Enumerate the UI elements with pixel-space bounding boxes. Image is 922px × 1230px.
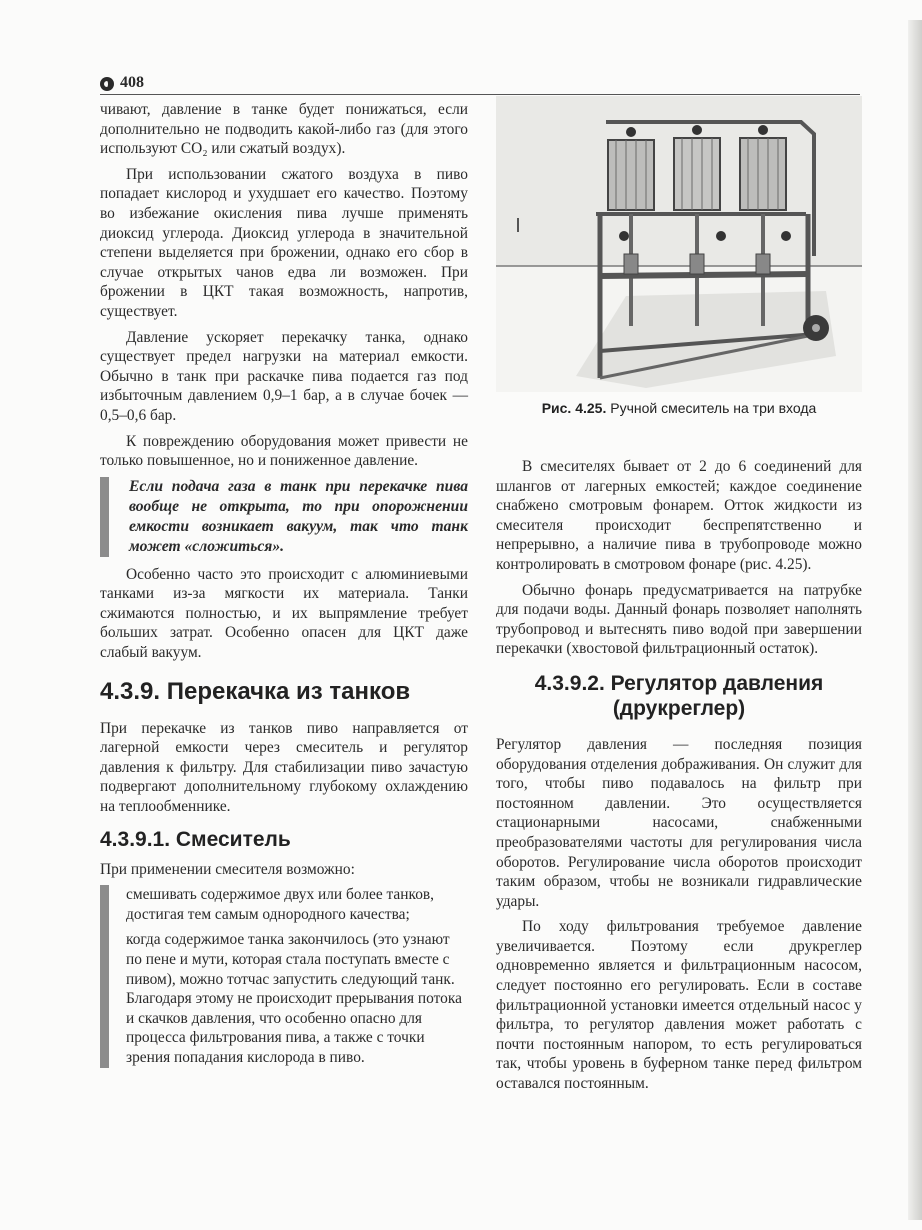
publisher-logo-icon xyxy=(100,77,114,91)
paragraph: По ходу фильтрования требуемое давление увеличивается. Поэтому если друкреглер одновременно является и фильтрационным насосом, следует постоянно его регулировать. Если в составе фильтрационной установки имеется отдельный насос у фильтра, то регулятор давления может работать с почти постоянным напором, то есть регулироваться так, чтобы уровень в буферном танке перед фильтром оставался постоянным. xyxy=(496,918,862,1093)
list-item: смешивать содержимое двух или более танков, достигая тем самым однородного качества; xyxy=(126,886,434,923)
figure-caption xyxy=(496,400,862,416)
subsection-heading: 4.3.9.1. Смеситель xyxy=(100,827,291,851)
paragraph: При использовании сжатого воздуха в пиво попадает кислород и ухудшает его качество. Поэтому во избежание окисления пива лучше применять диоксид углерода. Диоксид углерода в значительной степени выделяется при брожении, однако его сбор в случае открытых чанов едва ли возможен. При брожении в ЦКТ такая возможность, напротив, существует. xyxy=(100,165,468,320)
heading-line: (друкреглер) xyxy=(612,696,746,720)
figure-label: Рис. 4.25. xyxy=(541,400,607,416)
warning-callout: Если подача газа в танк при перекачке пива вообще не открыта, то при опорожнении емкости возникает вакуум, так что танк может «сложиться». xyxy=(100,477,468,557)
heading-line: 4.3.9.2. Регулятор давления xyxy=(534,671,824,695)
header-rule xyxy=(100,94,860,95)
paragraph: Давление ускоряет перекачку танка, однако существует предел нагрузки на материал емкости. Обычно в танк при раскачке пива подается газ под избыточным давлением 0,9–1 бар, а в случае бочек — 0,5–0,6 бар. xyxy=(100,328,468,424)
subsection-heading xyxy=(496,671,862,721)
list-item: когда содержимое танка закончилось (это узнают по пене и мути, которая стала поступать вместе с пивом), можно тотчас запустить следующий танк. Благодаря этому не происходит прерывания потока и скачков давления, что особенно опасно для процесса фильтрования пива, а также с точки зрения попадания кислорода в пиво. xyxy=(126,931,462,1066)
mixer-illustration xyxy=(496,96,862,392)
right-column xyxy=(496,457,862,1100)
mixer-photo xyxy=(496,96,862,392)
section-heading: 4.3.9. Перекачка из танков xyxy=(100,677,411,705)
running-header xyxy=(100,74,860,94)
paragraph: При перекачке из танков пиво направляется от лагерной емкости через смеситель и регулятор давления к фильтру. Для стабилизации пиво зачастую подвергают дополнительному глубокому охлаждению на теплообменнике. xyxy=(100,719,468,816)
paragraph: Регулятор давления — последняя позиция оборудования отделения дображивания. Он служит для того, чтобы пиво подавалось на фильтр при постоянном давлении. Это осуществляется стационарными насосами, снабженными преобразователями частоты для регулирования числа оборотов. Регулирование числа оборотов происходит таким образом, чтобы не возникали гидравлические удары. xyxy=(496,735,862,910)
mixer-options-list xyxy=(100,885,468,1067)
paragraph: В смесителях бывает от 2 до 6 соединений для шлангов от лагерных емкостей; каждое соединение снабжено смотровым фонарем. Отток жидкости из смесителя происходит беспрепятственно и непрерывно, а наличие пива в трубопроводе можно контролировать в смотровом фонаре (рис. 4.25). xyxy=(496,458,862,573)
page-edge-shadow xyxy=(908,20,922,1220)
paragraph: При применении смесителя возможно: xyxy=(100,860,355,878)
paragraph: Особенно часто это происходит с алюминиевыми танками из-за мягкости их материала. Танки сжимаются полностью, и их выпрямление требует больших затрат. Особенно опасен для ЦКТ даже слабый вакуум. xyxy=(100,565,468,662)
paragraph: чивают, давление в танке будет понижаться, если дополнительно не подводить какой-либо газ (для этого используют CO₂ или сжатый воздух). xyxy=(100,101,468,158)
left-column xyxy=(100,100,468,1074)
paragraph: К повреждению оборудования может привести не только повышенное, но и пониженное давление. xyxy=(100,432,468,470)
page-number: 408 xyxy=(120,74,144,91)
figure-caption-text: Ручной смеситель на три входа xyxy=(610,400,817,416)
paragraph: Обычно фонарь предусматривается на патрубке для подачи воды. Данный фонарь позволяет наполнять трубопровод и вытеснять пиво водой при завершении перекачки (хвостовой фильтрационный остаток). xyxy=(496,581,862,658)
